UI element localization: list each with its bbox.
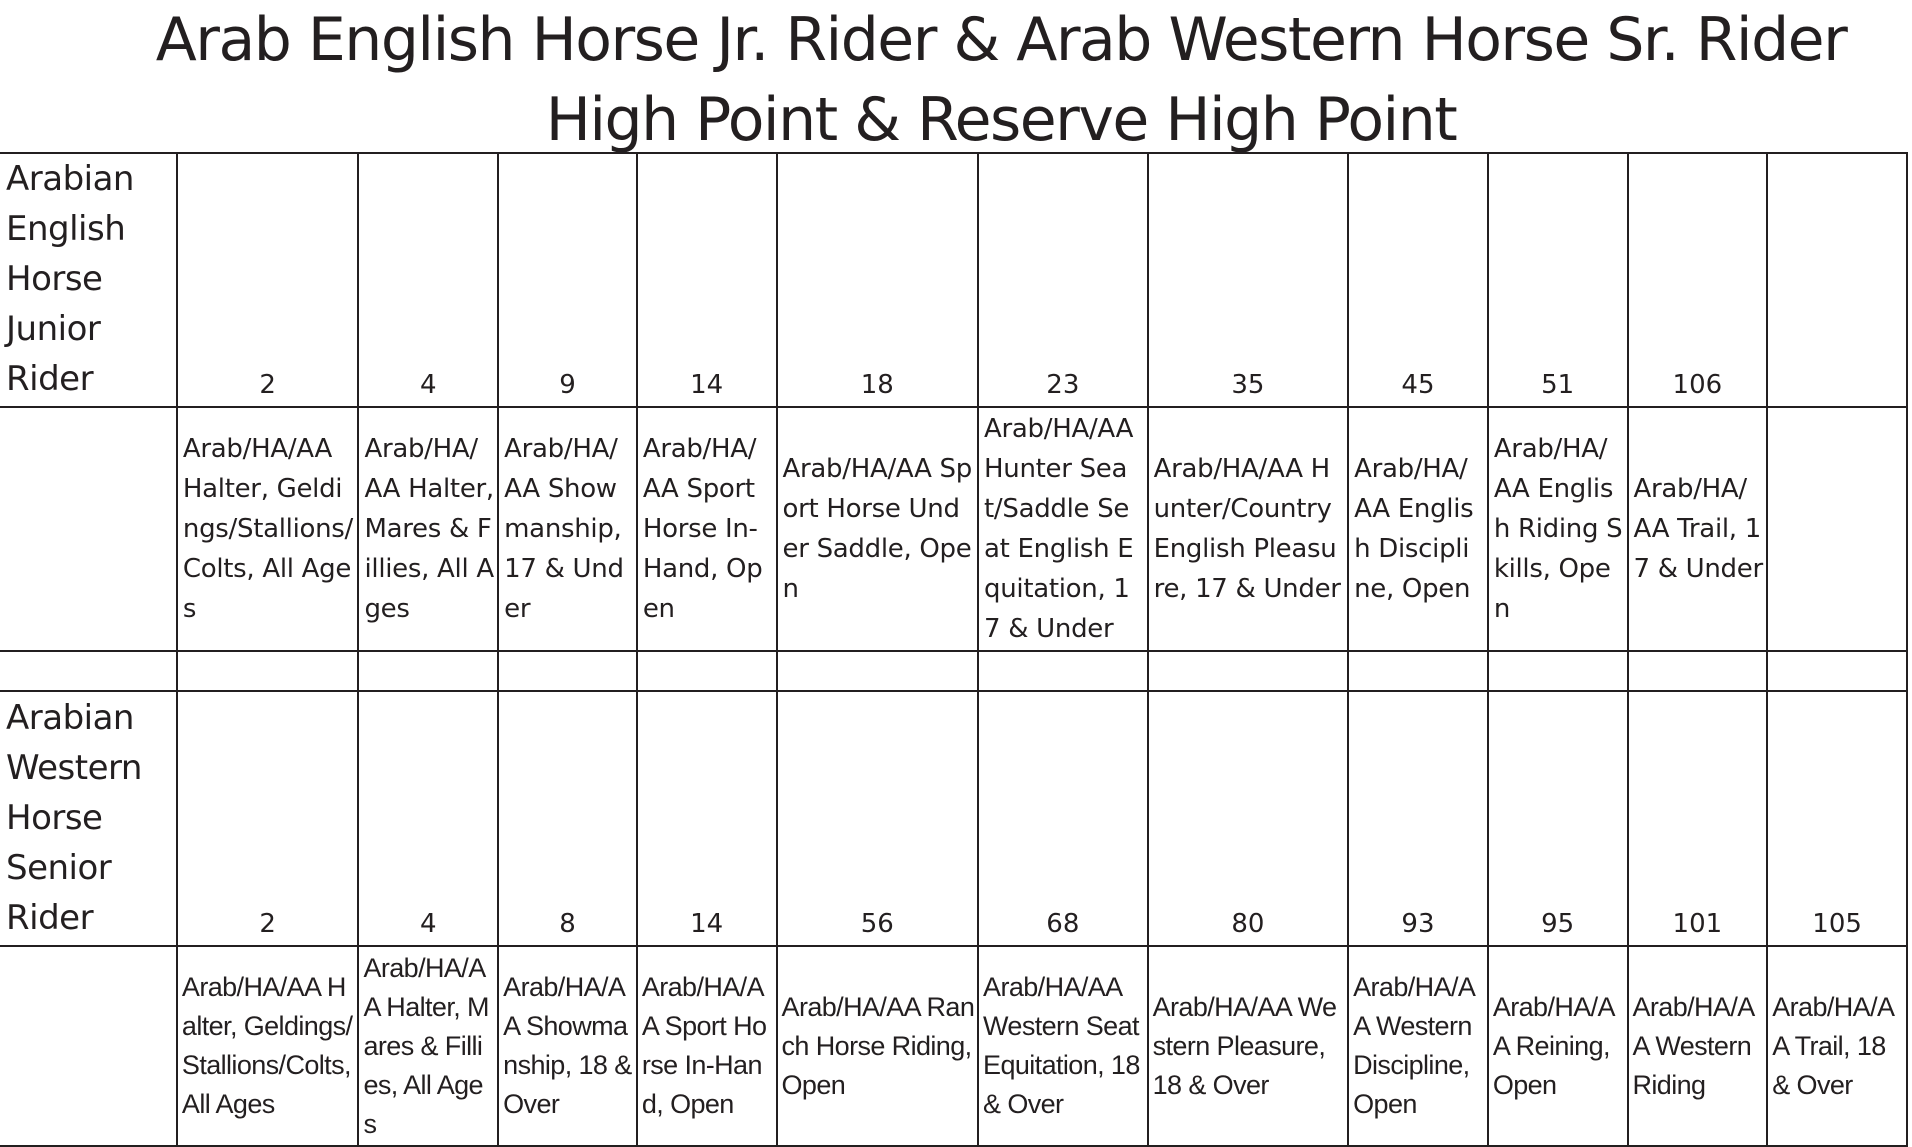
class-number: 101 [1628,691,1768,946]
high-point-table [0,152,1908,1147]
spacer-cell [637,651,777,691]
class-number: 56 [777,691,979,946]
class-name: Arab/HA/AA Trail, 17 & Under [1628,407,1768,651]
class-number: 35 [1148,153,1349,407]
class-number: 4 [358,691,498,946]
spacer-cell [1148,651,1349,691]
class-number: 105 [1767,691,1907,946]
class-name [1767,407,1907,651]
senior-number-row [0,691,1907,946]
class-name: Arab/HA/AA Sport Horse In-Hand, Open [637,946,777,1146]
class-name: Arab/HA/AA Sport Horse Under Saddle, Open [777,407,979,651]
class-name: Arab/HA/AA Halter, Mares & Fillies, All Ages [358,946,498,1146]
spacer-row [0,651,1907,691]
class-number: 95 [1488,691,1628,946]
class-number: 106 [1628,153,1768,407]
class-name: Arab/HA/AA Western Seat Equitation, 18 & Over [978,946,1148,1146]
spacer-cell [498,651,637,691]
spacer-cell [1488,651,1628,691]
title-line-2: High Point & Reserve High Point [545,85,1457,155]
class-name: Arab/HA/AA English Riding Skills, Open [1488,407,1628,651]
class-name: Arab/HA/AA Western Riding [1628,946,1768,1146]
empty-label-cell [0,407,177,651]
class-name: Arab/HA/AA Halter, Geldings/Stallions/Colts, All Ages [177,407,359,651]
document-title [0,0,1912,160]
class-number: 9 [498,153,637,407]
class-number: 45 [1348,153,1488,407]
class-name: Arab/HA/AA Western Pleasure, 18 & Over [1148,946,1349,1146]
spacer-cell [177,651,359,691]
class-number: 80 [1148,691,1349,946]
spacer-cell [358,651,498,691]
class-name: Arab/HA/AA Trail, 18 & Over [1767,946,1907,1146]
class-name: Arab/HA/AA Showmanship, 17 & Under [498,407,637,651]
class-number [1767,153,1907,407]
spacer-cell [978,651,1148,691]
class-name: Arab/HA/AA Halter, Mares & Fillies, All Ages [358,407,498,651]
empty-label-cell [0,946,177,1146]
spacer-cell [1767,651,1907,691]
class-name: Arab/HA/AA Ranch Horse Riding, Open [777,946,979,1146]
senior-class-row [0,946,1907,1146]
class-name: Arab/HA/AA Hunter/Country English Pleasure, 17 & Under [1148,407,1349,651]
senior-section-label: Arabian Western Horse Senior Rider [0,691,177,946]
class-number: 2 [177,691,359,946]
class-number: 23 [978,153,1148,407]
class-number: 4 [358,153,498,407]
spacer-cell [1348,651,1488,691]
title-line-1: Arab English Horse Jr. Rider & Arab Western Horse Sr. Rider [155,5,1847,75]
junior-section-label: Arabian English Horse Junior Rider [0,153,177,407]
class-number: 93 [1348,691,1488,946]
class-number: 51 [1488,153,1628,407]
class-name: Arab/HA/AA Hunter Seat/Saddle Seat English Equitation, 17 & Under [978,407,1148,651]
junior-class-row [0,407,1907,651]
class-name: Arab/HA/AA Showmanship, 18 & Over [498,946,637,1146]
class-name: Arab/HA/AA Western Discipline, Open [1348,946,1488,1146]
class-number: 2 [177,153,359,407]
class-number: 14 [637,691,777,946]
class-number: 14 [637,153,777,407]
spacer-cell [0,651,177,691]
spacer-cell [1628,651,1768,691]
class-name: Arab/HA/AA Reining, Open [1488,946,1628,1146]
class-name: Arab/HA/AA English Discipline, Open [1348,407,1488,651]
class-number: 68 [978,691,1148,946]
class-number: 18 [777,153,979,407]
class-number: 8 [498,691,637,946]
class-name: Arab/HA/AA Halter, Geldings/Stallions/Colts, All Ages [177,946,359,1146]
spacer-cell [777,651,979,691]
junior-number-row [0,153,1907,407]
class-name: Arab/HA/AA Sport Horse In-Hand, Open [637,407,777,651]
